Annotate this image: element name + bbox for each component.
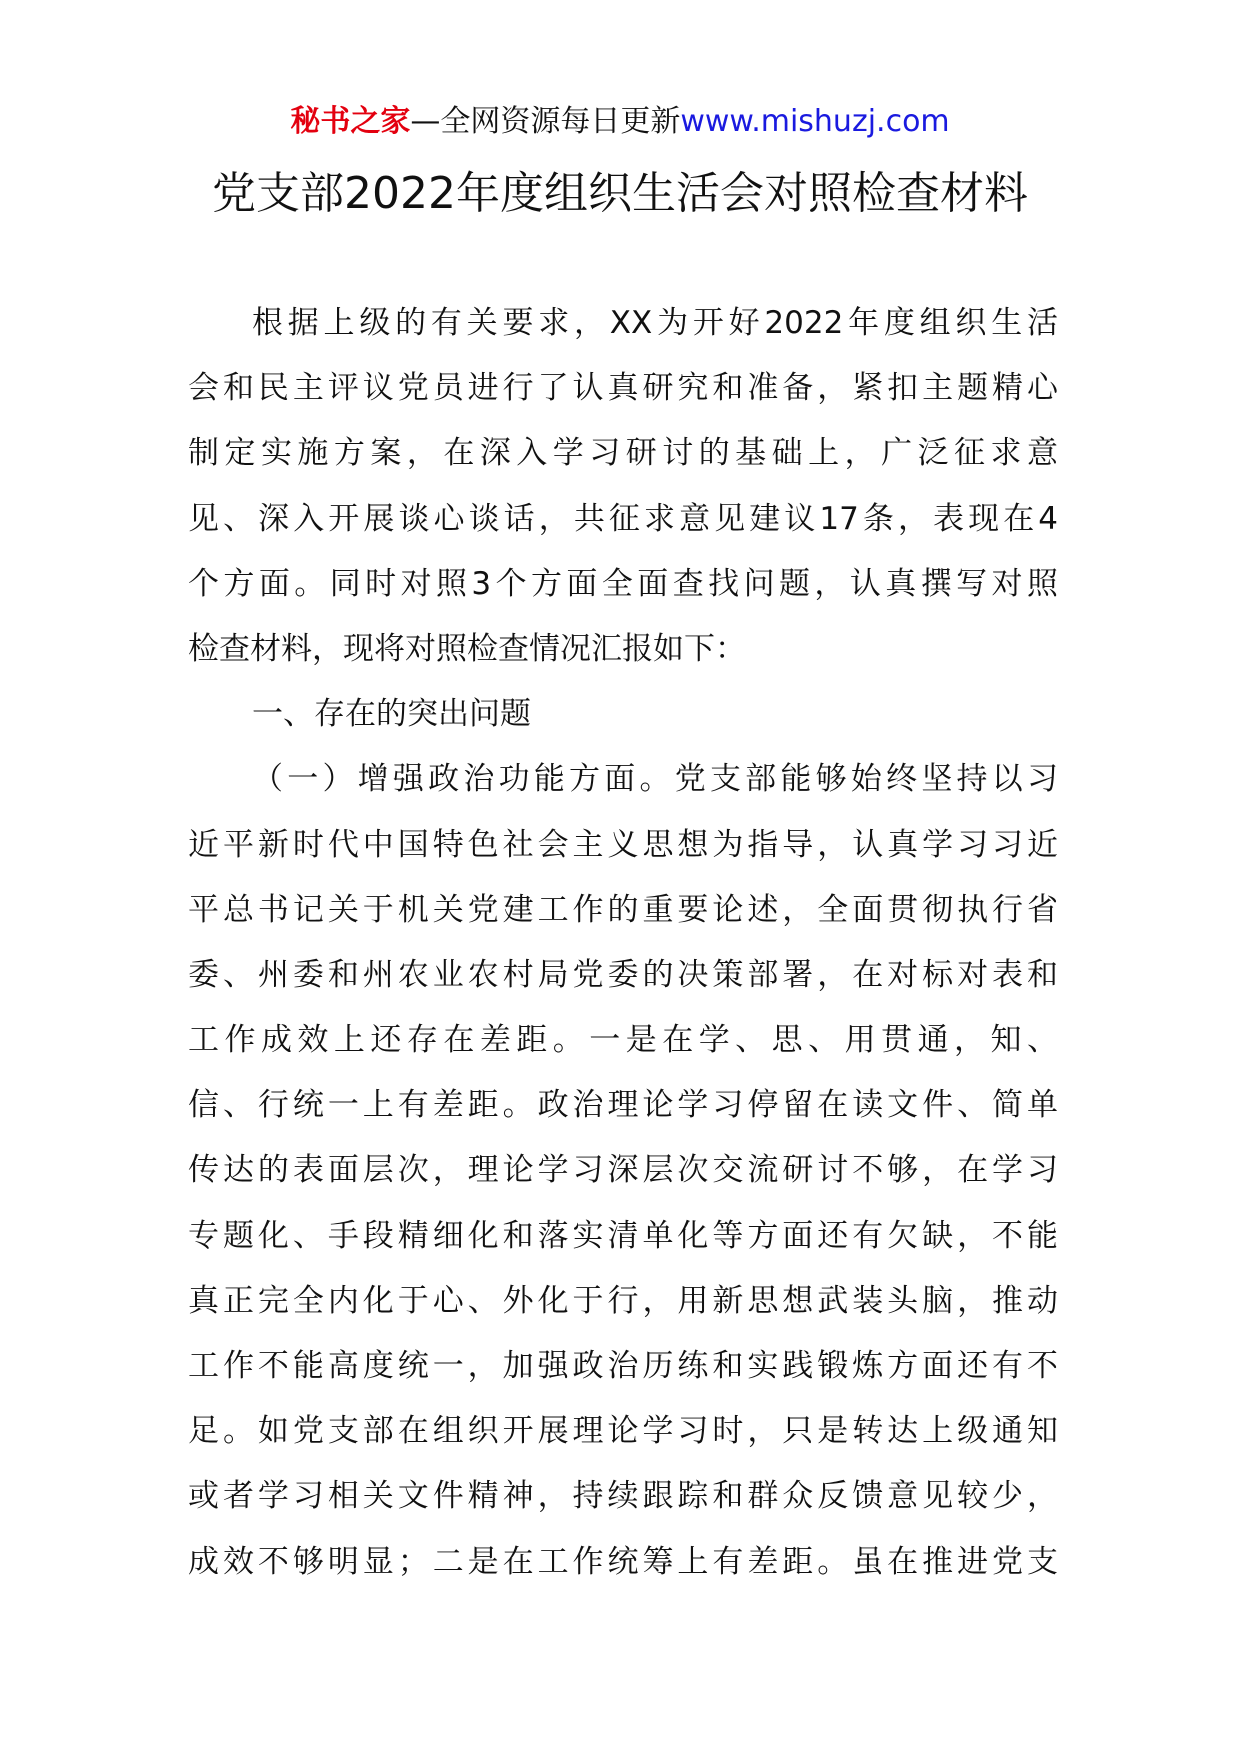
body-line: 信、行统一上有差距。政治理论学习停留在读文件、简单 [188,1087,1058,1124]
body-line: 真正完全内化于心、外化于行，用新思想武装头脑，推动 [188,1282,1058,1319]
brand-name: 秘书之家 [290,104,411,139]
body-line: 工作成效上还存在差距。一是在学、思、用贯通，知、 [188,1022,1058,1059]
site-url-link[interactable]: www.mishuzj.com [680,104,950,139]
body-line: 检查材料，现将对照检查情况汇报如下： [188,630,746,667]
body-line: 会和民主评议党员进行了认真研究和准备，紧扣主题精心 [188,370,1058,407]
header-tagline: —全网资源每日更新 [410,104,681,139]
document-title: 党支部2022年度组织生活会对照检查材料 [212,168,1028,219]
body-line: 工作不能高度统一，加强政治历练和实践锻炼方面还有不 [188,1348,1058,1384]
body-line: 委、州委和州农业农村局党委的决策部署，在对标对表和 [188,956,1058,993]
body-line: 根据上级的有关要求，XX为开好2022年度组织生活 [252,305,1058,341]
section-heading: 一、存在的突出问题 [252,696,531,733]
body-line: 传达的表面层次，理论学习深层次交流研讨不够，在学习 [188,1152,1058,1189]
body-line: 见、深入开展谈心谈话，共征求意见建议17条，表现在4 [188,500,1058,537]
document-body [188,291,1058,1595]
body-line: 个方面。同时对照3个方面全面查找问题，认真撰写对照 [188,565,1058,602]
body-line: 平总书记关于机关党建工作的重要论述，全面贯彻执行省 [188,891,1058,928]
site-header [0,100,1240,144]
body-line: 近平新时代中国特色社会主义思想为指导，认真学习习近 [188,826,1058,863]
body-line: （一）增强政治功能方面。党支部能够始终坚持以习 [252,761,1058,798]
body-line: 专题化、手段精细化和落实清单化等方面还有欠缺，不能 [188,1217,1058,1254]
body-line: 制定实施方案，在深入学习研讨的基础上，广泛征求意 [188,435,1058,472]
body-line: 足。如党支部在组织开展理论学习时，只是转达上级通知 [188,1413,1058,1450]
body-line: 成效不够明显；二是在工作统筹上有差距。虽在推进党支 [188,1543,1058,1580]
body-line: 或者学习相关文件精神，持续跟踪和群众反馈意见较少， [188,1478,1058,1515]
